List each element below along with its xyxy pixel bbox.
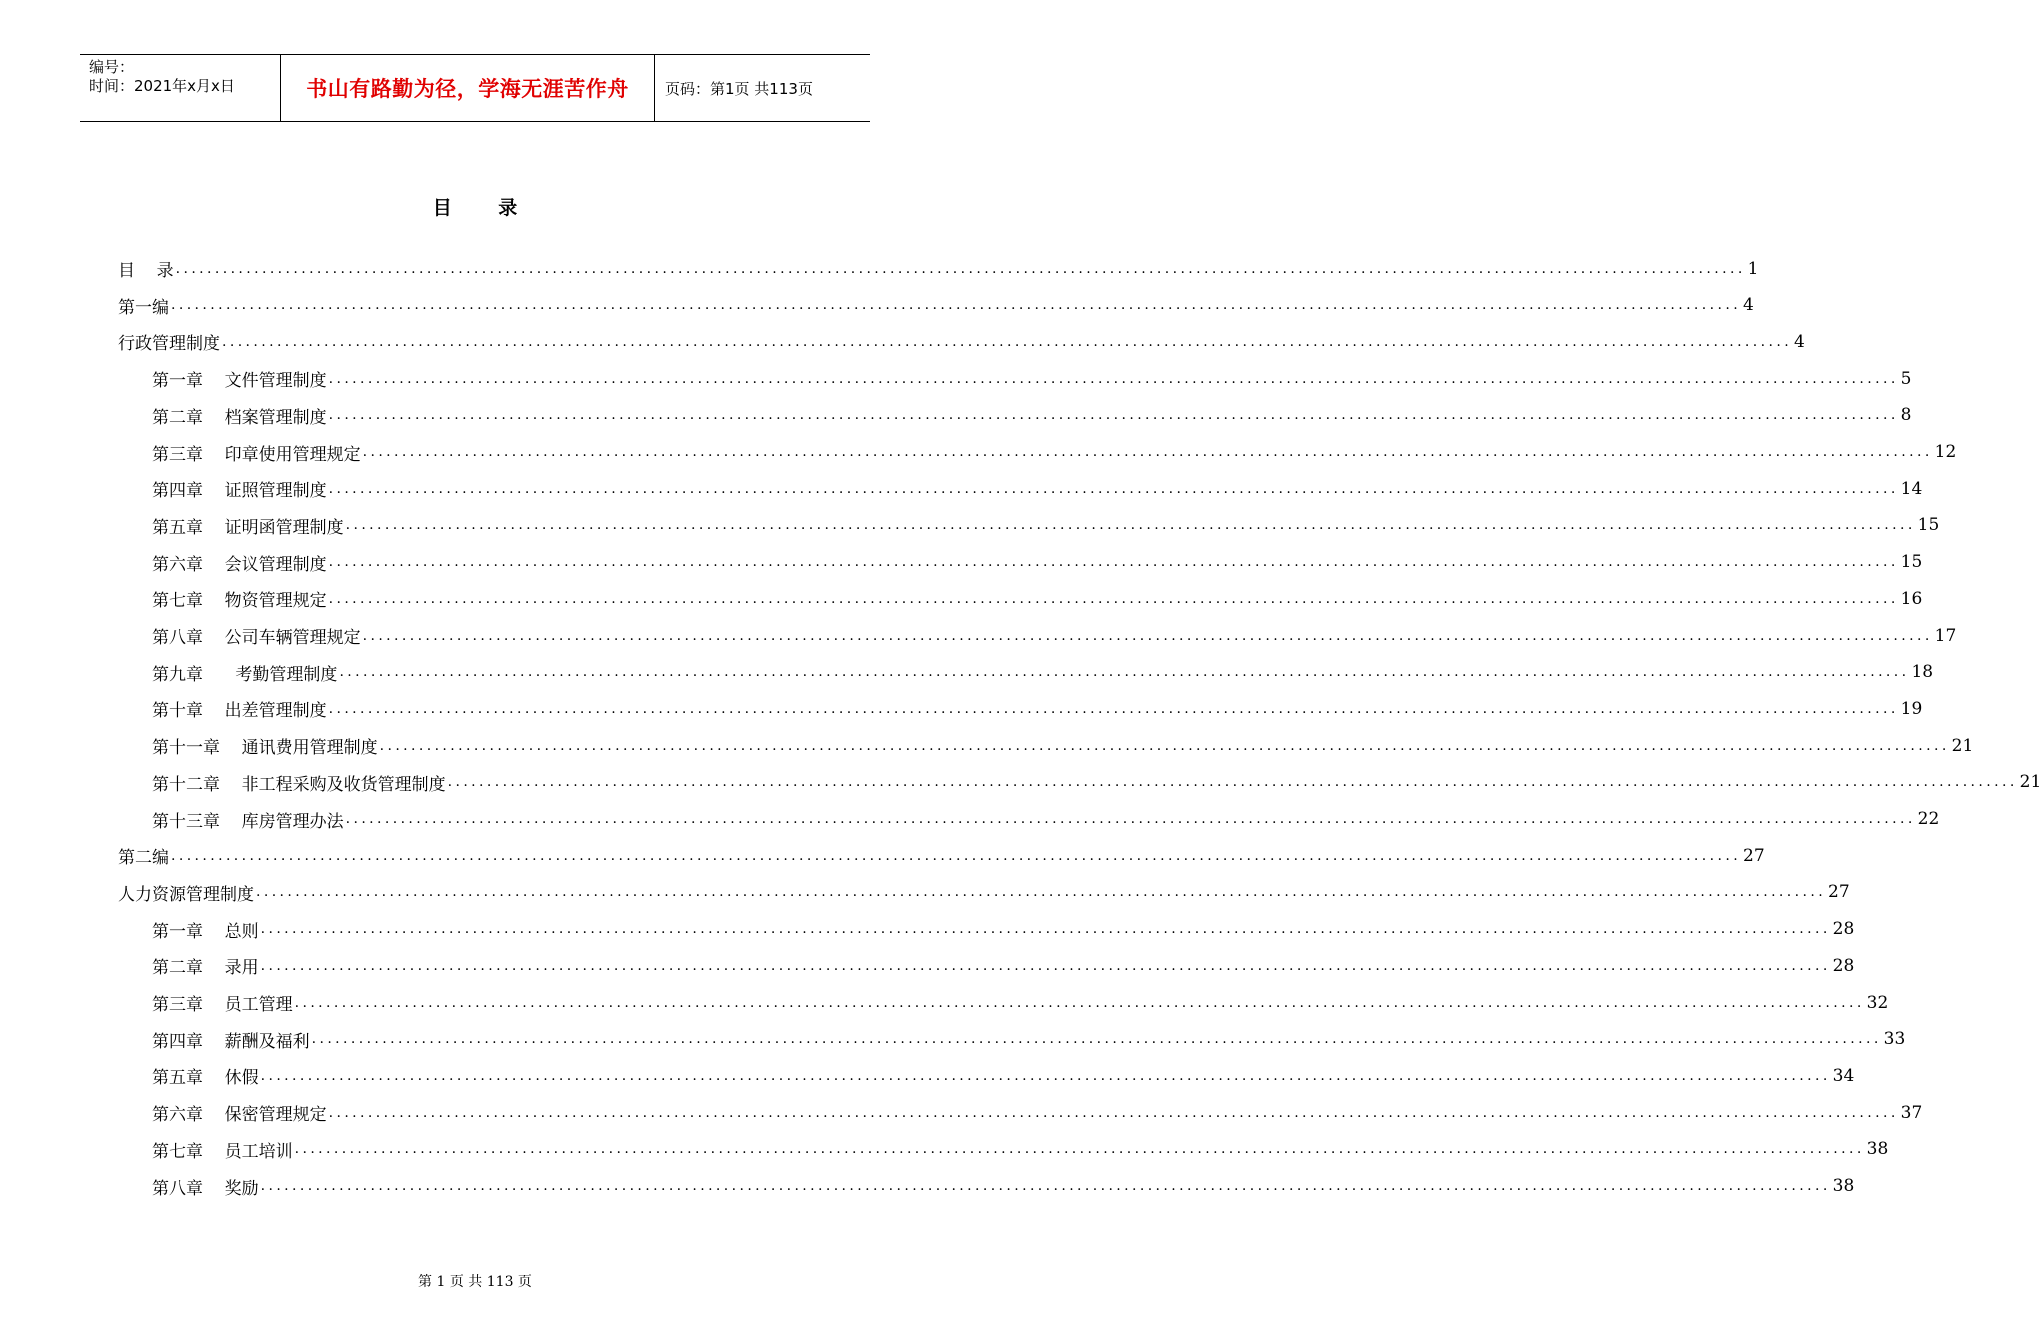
toc-entry-label: 第七章 物资管理规定 bbox=[152, 591, 327, 612]
toc-entry-page: 4 bbox=[1743, 295, 1754, 316]
toc-entry-label: 第六章 会议管理制度 bbox=[152, 554, 327, 575]
toc-entry-label: 第四章 薪酬及福利 bbox=[152, 1031, 310, 1052]
toc-entry-page: 21 bbox=[1951, 735, 1974, 756]
toc-entry[interactable] bbox=[152, 1057, 1855, 1094]
toc-leader-dots: ........................................................................................................................................................................................................ bbox=[175, 260, 1746, 277]
toc-entry-page: 37 bbox=[1900, 1102, 1923, 1123]
toc-leader-dots: ........................................................................................................................................................................................................ bbox=[345, 517, 1916, 534]
toc-leader-dots: ........................................................................................................................................................................................................ bbox=[328, 1104, 1899, 1121]
toc-entry[interactable] bbox=[118, 323, 1805, 360]
toc-leader-dots: ........................................................................................................................................................................................................ bbox=[328, 370, 1899, 387]
toc-entry-label: 人力资源管理制度 bbox=[118, 884, 254, 905]
toc-leader-dots: ........................................................................................................................................................................................................ bbox=[339, 664, 1910, 681]
toc-entry-label: 第二章 录用 bbox=[152, 958, 259, 979]
toc-entry-page: 33 bbox=[1883, 1029, 1906, 1050]
toc-entry[interactable] bbox=[152, 580, 1923, 617]
toc-leader-dots: ........................................................................................................................................................................................................ bbox=[222, 333, 1793, 350]
toc-entry-page: 38 bbox=[1832, 1176, 1855, 1196]
document-time-label: 时间：2021年x月x日 bbox=[89, 77, 235, 95]
toc-entry[interactable] bbox=[152, 1021, 1906, 1058]
toc-leader-dots: ........................................................................................................................................................................................................ bbox=[345, 811, 1916, 827]
toc-entry-page: 28 bbox=[1832, 955, 1855, 976]
toc-entry[interactable] bbox=[152, 434, 1957, 471]
toc-entry-page: 32 bbox=[1866, 992, 1889, 1013]
toc-entry[interactable] bbox=[152, 727, 1974, 764]
toc-entry[interactable] bbox=[118, 837, 1765, 874]
toc-entry-page: 34 bbox=[1832, 1065, 1855, 1086]
toc-entry-page: 15 bbox=[1900, 552, 1923, 573]
toc-leader-dots: ........................................................................................................................................................................................................ bbox=[294, 994, 1865, 1011]
toc-entry-page: 22 bbox=[1917, 809, 1940, 829]
toc-entry-label: 第十一章 通讯费用管理制度 bbox=[152, 738, 378, 759]
toc-entry-label: 第六章 保密管理规定 bbox=[152, 1105, 327, 1126]
toc-entry[interactable] bbox=[118, 874, 1850, 911]
toc-entry[interactable] bbox=[152, 1094, 1923, 1131]
toc-entry-label: 第八章 奖励 bbox=[152, 1178, 259, 1199]
toc-entry[interactable] bbox=[152, 947, 1855, 984]
toc-leader-dots: ........................................................................................................................................................................................................ bbox=[362, 627, 1933, 644]
toc-entry-page: 12 bbox=[1934, 442, 1957, 462]
toc-entry-page: 21 bbox=[2019, 772, 2041, 793]
toc-entry-label: 第一章 总则 bbox=[152, 921, 259, 942]
toc-leader-dots: ........................................................................................................................................................................................................ bbox=[328, 590, 1899, 607]
toc-entry-page: 5 bbox=[1900, 368, 1912, 389]
toc-leader-dots: ........................................................................................................................................................................................................ bbox=[379, 737, 1950, 754]
header-page-info: 页码：第1页 共113页 bbox=[665, 79, 813, 98]
toc-entry-label: 第十二章 非工程采购及收货管理制度 bbox=[152, 774, 446, 795]
toc-entry-label: 第四章 证照管理制度 bbox=[152, 481, 327, 502]
toc-entry[interactable] bbox=[152, 764, 2041, 801]
toc-entry[interactable] bbox=[152, 470, 1923, 507]
toc-entry[interactable] bbox=[152, 654, 1934, 691]
toc-entry-label: 第二章 档案管理制度 bbox=[152, 407, 327, 428]
toc-entry-label: 第三章 印章使用管理规定 bbox=[152, 444, 361, 465]
document-number-label: 编号： bbox=[89, 58, 135, 76]
toc-leader-dots: ........................................................................................................................................................................................................ bbox=[362, 444, 1933, 460]
toc-entry-label: 目 录 bbox=[118, 261, 174, 281]
page-header bbox=[80, 54, 870, 122]
toc-entry-page: 18 bbox=[1911, 662, 1934, 683]
toc-entry-page: 16 bbox=[1900, 588, 1923, 609]
toc-entry-page: 14 bbox=[1900, 478, 1923, 499]
toc-leader-dots: ........................................................................................................................................................................................................ bbox=[260, 957, 1831, 974]
toc-entry-label: 第十章 出差管理制度 bbox=[152, 701, 327, 722]
toc-leader-dots: ........................................................................................................................................................................................................ bbox=[171, 297, 1742, 314]
toc-entry[interactable] bbox=[152, 690, 1923, 727]
toc-entry-page: 8 bbox=[1900, 405, 1912, 426]
toc-entry-label: 第一编 bbox=[118, 297, 169, 318]
toc-leader-dots: ........................................................................................................................................................................................................ bbox=[294, 1141, 1865, 1158]
toc-entry-label: 第五章 证明函管理制度 bbox=[152, 517, 344, 538]
toc-leader-dots: ........................................................................................................................................................................................................ bbox=[328, 407, 1899, 424]
toc-entry-label: 第二编 bbox=[118, 848, 169, 869]
toc-entry-label: 第九章 考勤管理制度 bbox=[152, 664, 338, 685]
toc-leader-dots: ........................................................................................................................................................................................................ bbox=[447, 774, 2018, 791]
toc-leader-dots: ........................................................................................................................................................................................................ bbox=[171, 847, 1742, 864]
toc-entry[interactable] bbox=[152, 911, 1855, 948]
toc-entry[interactable] bbox=[118, 287, 1754, 324]
toc-entry[interactable] bbox=[152, 360, 1912, 397]
toc-leader-dots: ........................................................................................................................................................................................................ bbox=[311, 1031, 1882, 1048]
toc-entry-label: 第十三章 库房管理办法 bbox=[152, 811, 344, 832]
toc-entry-page: 28 bbox=[1832, 919, 1855, 940]
toc-entry[interactable] bbox=[152, 397, 1912, 434]
toc-entry[interactable] bbox=[118, 250, 1759, 287]
toc-entry-label: 第七章 员工培训 bbox=[152, 1141, 293, 1162]
toc-entry[interactable] bbox=[152, 507, 1940, 544]
toc-entry[interactable] bbox=[152, 984, 1889, 1021]
toc-entry[interactable] bbox=[152, 1131, 1889, 1168]
toc-leader-dots: ........................................................................................................................................................................................................ bbox=[260, 1067, 1831, 1084]
toc-entry-page: 27 bbox=[1743, 845, 1765, 866]
toc-entry-page: 27 bbox=[1828, 882, 1850, 903]
toc-entry[interactable] bbox=[152, 544, 1923, 581]
toc-entry-page: 19 bbox=[1900, 698, 1923, 719]
toc-entry[interactable] bbox=[152, 801, 1940, 838]
toc-leader-dots: ........................................................................................................................................................................................................ bbox=[260, 1178, 1831, 1194]
toc-leader-dots: ........................................................................................................................................................................................................ bbox=[328, 480, 1899, 497]
toc-entry-page: 38 bbox=[1866, 1139, 1889, 1160]
toc-leader-dots: ........................................................................................................................................................................................................ bbox=[328, 700, 1899, 717]
toc-entry[interactable] bbox=[152, 617, 1957, 654]
toc-entry-page: 1 bbox=[1747, 258, 1759, 279]
toc-entry-label: 第五章 休假 bbox=[152, 1068, 259, 1089]
toc-entry-label: 第一章 文件管理制度 bbox=[152, 371, 327, 392]
toc-leader-dots: ........................................................................................................................................................................................................ bbox=[260, 921, 1831, 938]
header-meta bbox=[80, 55, 281, 121]
toc-leader-dots: ........................................................................................................................................................................................................ bbox=[256, 884, 1827, 901]
toc-entry-page: 4 bbox=[1794, 331, 1805, 352]
toc-entry[interactable] bbox=[152, 1168, 1855, 1205]
toc-entry-label: 行政管理制度 bbox=[118, 334, 220, 355]
toc-entry-label: 第八章 公司车辆管理规定 bbox=[152, 628, 361, 648]
toc-leader-dots: ........................................................................................................................................................................................................ bbox=[328, 554, 1899, 571]
toc-entry-page: 17 bbox=[1934, 625, 1957, 646]
toc-entry-label: 第三章 员工管理 bbox=[152, 995, 293, 1015]
toc-entry-page: 15 bbox=[1917, 515, 1940, 536]
header-motto: 书山有路勤为径，学海无涯苦作舟 bbox=[281, 55, 655, 121]
page-footer: 第 1 页 共 113 页 bbox=[418, 1274, 532, 1290]
page-title: 目 录 bbox=[432, 197, 538, 219]
